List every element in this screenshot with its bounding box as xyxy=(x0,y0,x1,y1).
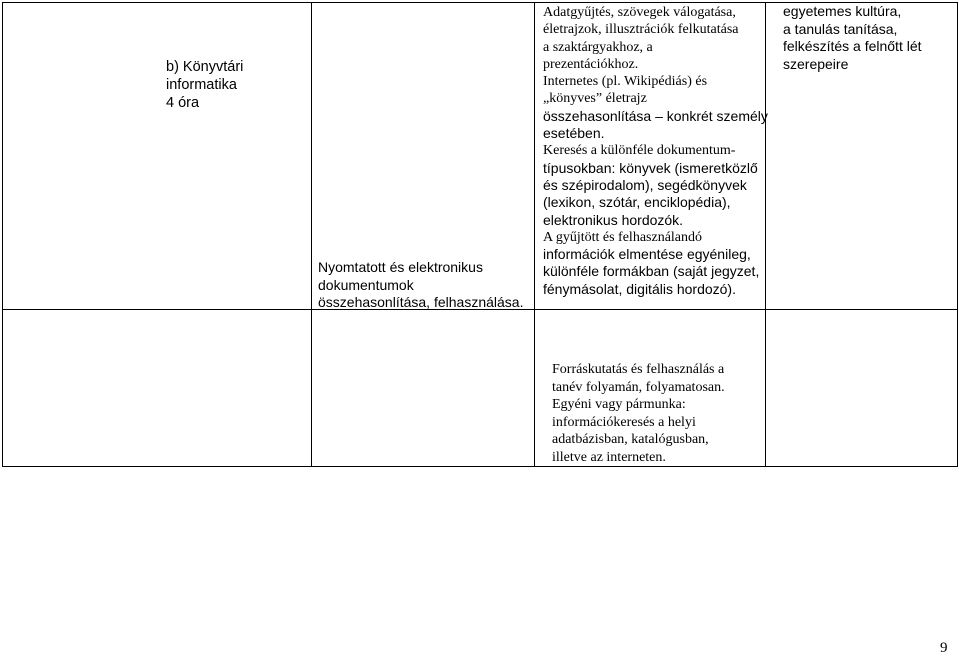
row1-col1-cell xyxy=(2,2,312,310)
topic-line: dokumentumok xyxy=(318,276,414,293)
topic-line: Nyomtatott és elektronikus xyxy=(318,259,483,275)
activity-line: és szépirodalom), segédkönyvek xyxy=(543,176,747,193)
goals-text xyxy=(783,3,922,73)
activity-line: prezentációkhoz. xyxy=(543,56,639,72)
activity-line: elektronikus hordozók. xyxy=(543,211,684,228)
goal-line: a tanulás tanítása, xyxy=(783,20,898,37)
activity-line: (lexikon, szótár, enciklopédia), xyxy=(543,194,731,211)
activity-line: a szaktárgyakhoz, a xyxy=(543,39,653,55)
activity-line: fénymásolat, digitális hordozó). xyxy=(543,280,736,297)
row2-activity-line: adatbázisban, katalógusban, xyxy=(552,432,709,447)
section-title-line: 4 óra xyxy=(166,95,200,111)
row2-activity-line: tanév folyamán, folyamatosan. xyxy=(552,379,725,395)
row2-activities-text xyxy=(552,361,725,466)
activity-line: Adatgyűjtés, szövegek válogatása, xyxy=(543,5,736,20)
section-title-line: informatika xyxy=(166,77,237,93)
activity-line: különféle formákban (saját jegyzet, xyxy=(543,263,760,280)
row2-col1-cell xyxy=(2,309,312,467)
topic-line: összehasonlítása, felhasználása. xyxy=(318,294,524,310)
section-title-line: b) Könyvtári xyxy=(166,59,244,75)
row2-activity-line: Egyéni vagy pármunka: xyxy=(552,397,686,412)
topic-text xyxy=(318,259,523,312)
section-title xyxy=(166,58,243,112)
activity-line: életrajzok, illusztrációk felkutatása xyxy=(543,22,739,38)
activity-line: esetében. xyxy=(543,125,605,142)
activity-line: információk elmentése egyénileg, xyxy=(543,246,751,263)
goal-line: szerepeire xyxy=(783,55,849,72)
activities-text xyxy=(543,4,768,298)
goal-line: felkészítés a felnőtt lét xyxy=(783,38,922,54)
activity-line: Keresés a különféle dokumentum- xyxy=(543,143,736,159)
goal-line: egyetemes kultúra, xyxy=(783,3,902,19)
activity-line: összehasonlítása – konkrét személy xyxy=(543,107,768,124)
activity-line: Internetes (pl. Wikipédiás) és xyxy=(543,74,708,90)
page-number: 9 xyxy=(940,640,948,656)
row2-activity-line: Forráskutatás és felhasználás a xyxy=(552,362,725,377)
activity-line: A gyűjtött és felhasználandó xyxy=(543,229,703,245)
row2-activity-line: információkeresés a helyi xyxy=(552,414,696,430)
row2-col2-cell xyxy=(311,309,535,467)
activity-line: típusokban: könyvek (ismeretközlő xyxy=(543,159,758,176)
row2-col4-cell xyxy=(765,309,958,467)
activity-line: „könyves” életrajz xyxy=(543,91,647,107)
row2-activity-line: illetve az interneten. xyxy=(552,449,666,465)
